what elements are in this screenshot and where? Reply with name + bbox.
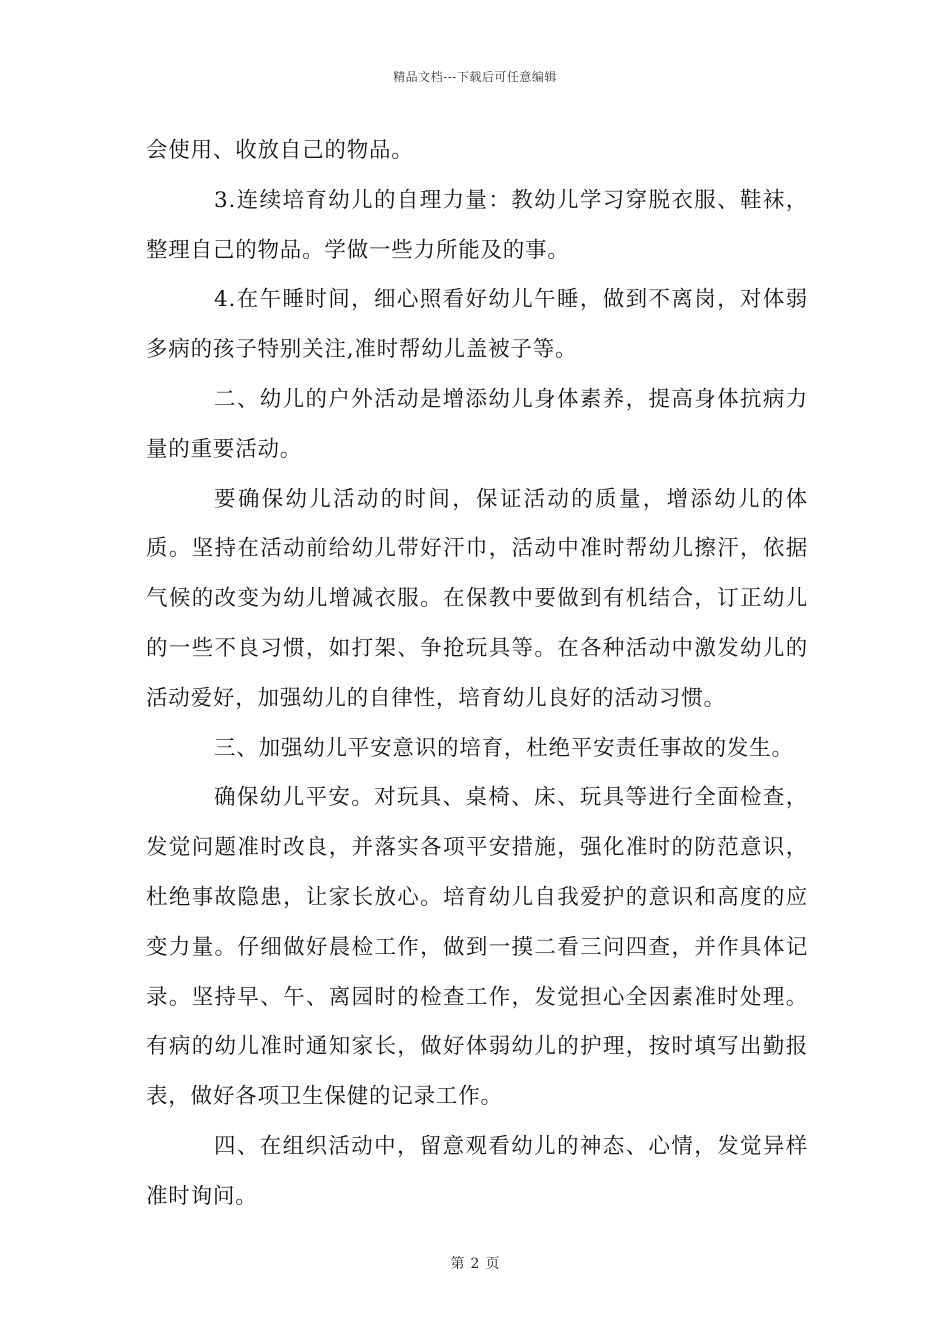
paragraph-outdoor-activity: 要确保幼儿活动的时间，保证活动的质量，增添幼儿的体质。坚持在活动前给幼儿带好汗巾，活动中准时帮幼儿擦汗，依据气候的改变为幼儿增减衣服。在保教中要做到有机结合，订正幼儿的一些不良习惯，如打架、争抢玩具等。在各种活动中激发幼儿的活动爱好，加强幼儿的自律性，培育幼儿良好的活动习惯。	[146, 486, 808, 711]
page-footer	[0, 1253, 950, 1273]
document-body	[146, 126, 808, 1222]
page-number: 2	[470, 1256, 480, 1272]
paragraph-item-3: 3.连续培育幼儿的自理力量：教幼儿学习穿脱衣服、鞋袜，整理自己的物品。学做一些力所能及的事。	[146, 187, 808, 263]
paragraph-continuation: 会使用、收放自己的物品。	[146, 138, 414, 163]
page-header: 精品文档---下载后可任意编辑	[393, 70, 557, 84]
section-heading-2: 二、幼儿的户外活动是增添幼儿身体素养，提高身体抗病力量的重要活动。	[146, 386, 808, 462]
paragraph-safety: 确保幼儿平安。对玩具、桌椅、床、玩具等进行全面检查，发觉问题准时改良，并落实各项平安措施，强化准时的防范意识，杜绝事故隐患，让家长放心。培育幼儿自我爱护的意识和高度的应变力量。仔细做好晨检工作，做到一摸二看三问四查，并作具体记录。坚持早、午、离园时的检查工作，发觉担心全因素准时处理。有病的幼儿准时通知家长，做好体弱幼儿的护理，按时填写出勤报表，做好各项卫生保健的记录工作。	[146, 785, 808, 1110]
section-heading-3: 三、加强幼儿平安意识的培育，杜绝平安责任事故的发生。	[214, 735, 794, 761]
paragraph-item-4: 4.在午睡时间，细心照看好幼儿午睡，做到不离岗，对体弱多病的孩子特别关注,准时帮幼儿盖被子等。	[146, 287, 808, 363]
footer-suffix: 页	[485, 1256, 500, 1272]
section-heading-4: 四、在组织活动中，留意观看幼儿的神态、心情，发觉异样准时询问。	[146, 1133, 808, 1209]
footer-prefix: 第	[450, 1256, 465, 1272]
